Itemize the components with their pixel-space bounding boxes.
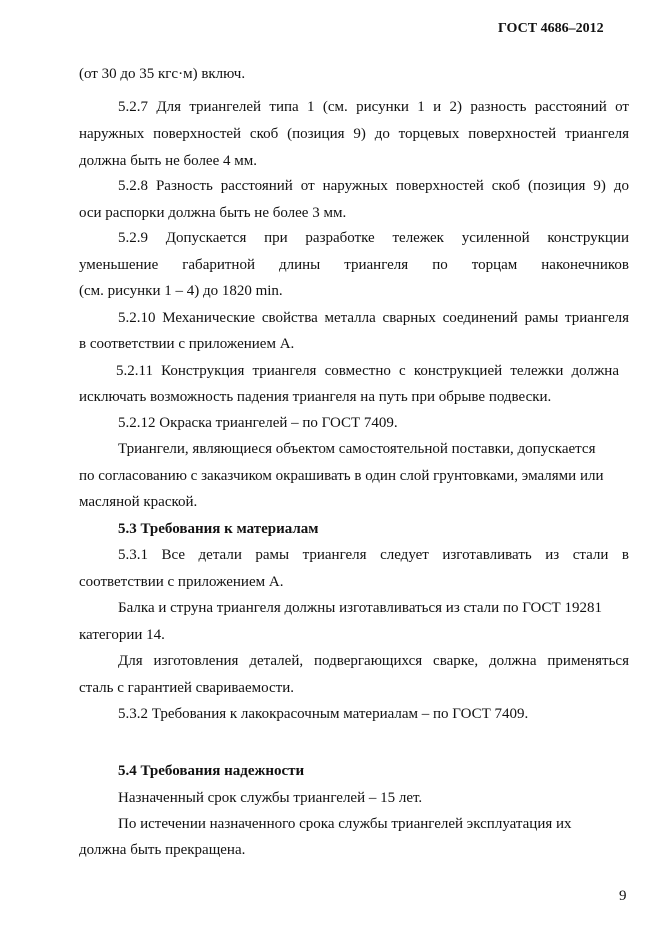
- text-line: масляной краской.: [79, 494, 198, 510]
- text-line: (от 30 до 35 кгс·м) включ.: [79, 66, 246, 82]
- text-line: 5.3.1 Все детали рамы триангеля следует изготавливать из стали в: [118, 547, 629, 563]
- section-heading: 5.4 Требования надежности: [118, 763, 305, 779]
- text-line: 5.2.8 Разность расстояний от наружных поверхностей скоб (позиция 9) до: [118, 178, 629, 194]
- text-line: Для изготовления деталей, подвергающихся сварке, должна применяться: [118, 653, 629, 669]
- text-line: в соответствии с приложением А.: [79, 336, 295, 352]
- text-line: оси распорки должна быть не более 3 мм.: [79, 205, 347, 221]
- text-line: должна быть прекращена.: [79, 842, 246, 858]
- text-line: по согласованию с заказчиком окрашивать в один слой грунтовками, эмалями или: [79, 468, 604, 484]
- text-line: 5.2.7 Для триангелей типа 1 (см. рисунки 1 и 2) разность расстояний от: [118, 99, 629, 115]
- text-line: (см. рисунки 1 – 4) до 1820 min.: [79, 283, 283, 299]
- text-line: Назначенный срок службы триангелей – 15 лет.: [118, 790, 423, 806]
- text-line: соответствии с приложением А.: [79, 574, 284, 590]
- page-number: 9: [619, 888, 627, 904]
- text-line: 5.2.12 Окраска триангелей – по ГОСТ 7409.: [118, 415, 398, 431]
- text-line: категории 14.: [79, 627, 165, 643]
- standard-designation: ГОСТ 4686–2012: [498, 21, 604, 36]
- text-line: 5.2.10 Механические свойства металла сварных соединений рамы триангеля: [118, 310, 629, 326]
- text-line: исключать возможность падения триангеля на путь при обрыве подвески.: [79, 389, 552, 405]
- text-line: сталь с гарантией свариваемости.: [79, 680, 294, 696]
- text-line: уменьшение габаритной длины триангеля по торцам наконечников: [79, 257, 629, 273]
- section-heading: 5.3 Требования к материалам: [118, 521, 319, 537]
- text-line: должна быть не более 4 мм.: [79, 153, 257, 169]
- text-line: 5.2.9 Допускается при разработке тележек усиленной конструкции: [118, 230, 629, 246]
- text-line: 5.3.2 Требования к лакокрасочным материалам – по ГОСТ 7409.: [118, 706, 529, 722]
- text-line: 5.2.11 Конструкция триангеля совместно с конструкцией тележки должна: [116, 363, 619, 379]
- text-line: По истечении назначенного срока службы триангелей эксплуатация их: [118, 816, 572, 832]
- text-line: Триангели, являющиеся объектом самостоятельной поставки, допускается: [118, 441, 596, 457]
- text-line: наружных поверхностей скоб (позиция 9) до торцевых поверхностей триангеля: [79, 126, 629, 142]
- text-line: Балка и струна триангеля должны изготавливаться из стали по ГОСТ 19281: [118, 600, 602, 616]
